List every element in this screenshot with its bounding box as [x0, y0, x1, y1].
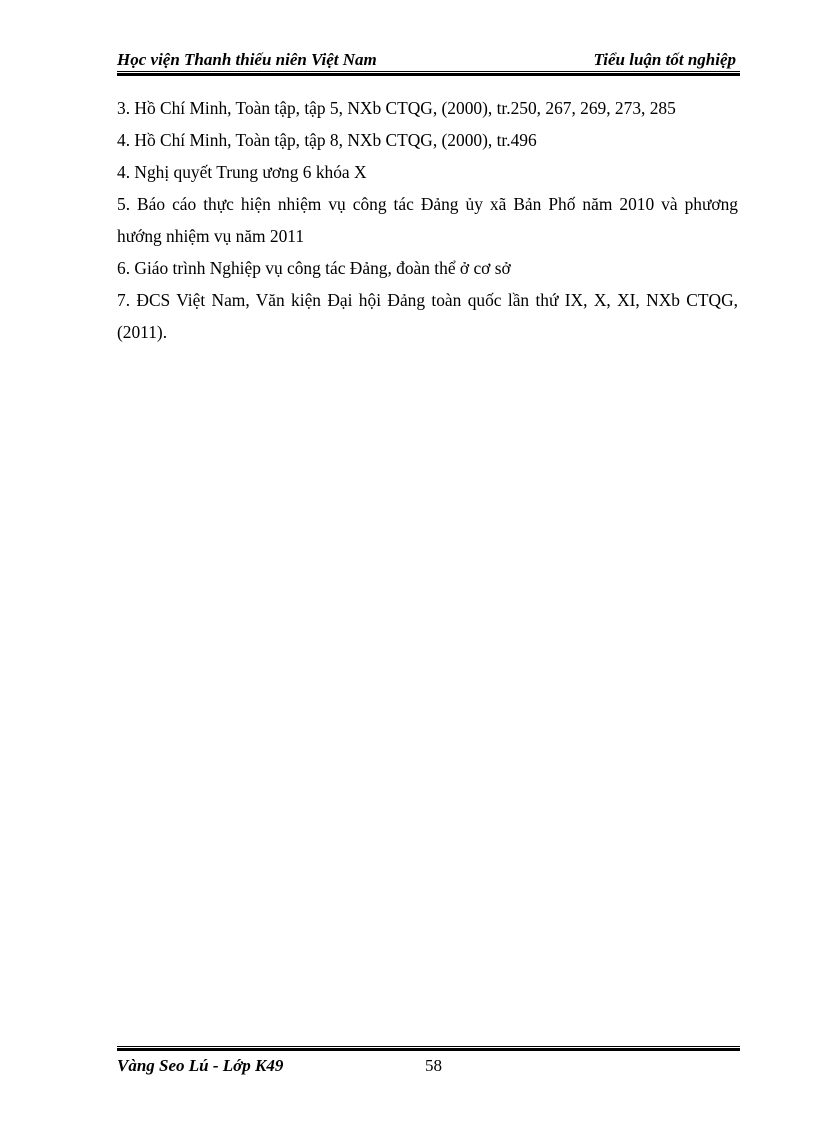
page-footer [117, 1054, 740, 1080]
header-document-type: Tiểu luận tốt nghiệp [593, 50, 736, 69]
page-number: 58 [425, 1056, 442, 1075]
reference-item: 4. Hồ Chí Minh, Toàn tập, tập 8, NXb CTQG, (2000), tr.496 [117, 130, 537, 150]
reference-item: 7. ĐCS Việt Nam, Văn kiện Đại hội Đảng toàn quốc lần thứ IX, X, XI, NXb CTQG, (2011). [117, 290, 738, 342]
footer-rule-thin [117, 1046, 740, 1047]
reference-item: 5. Báo cáo thực hiện nhiệm vụ công tác Đảng ủy xã Bản Phố năm 2010 và phương hướng nhiệm vụ năm 2011 [117, 194, 738, 246]
page-header [117, 46, 740, 72]
reference-item: 6. Giáo trình Nghiệp vụ công tác Đảng, đoàn thể ở cơ sở [117, 258, 511, 278]
footer-rule-thick [117, 1048, 740, 1051]
header-institution: Học viện Thanh thiếu niên Việt Nam [117, 50, 377, 69]
reference-list [117, 92, 738, 348]
reference-item: 4. Nghị quyết Trung ương 6 khóa X [117, 162, 367, 182]
footer-author: Vàng Seo Lú - Lớp K49 [117, 1056, 284, 1075]
header-rule-thick [117, 73, 740, 76]
header-rule-thin [117, 71, 740, 72]
reference-item: 3. Hồ Chí Minh, Toàn tập, tập 5, NXb CTQG, (2000), tr.250, 267, 269, 273, 285 [117, 98, 676, 118]
